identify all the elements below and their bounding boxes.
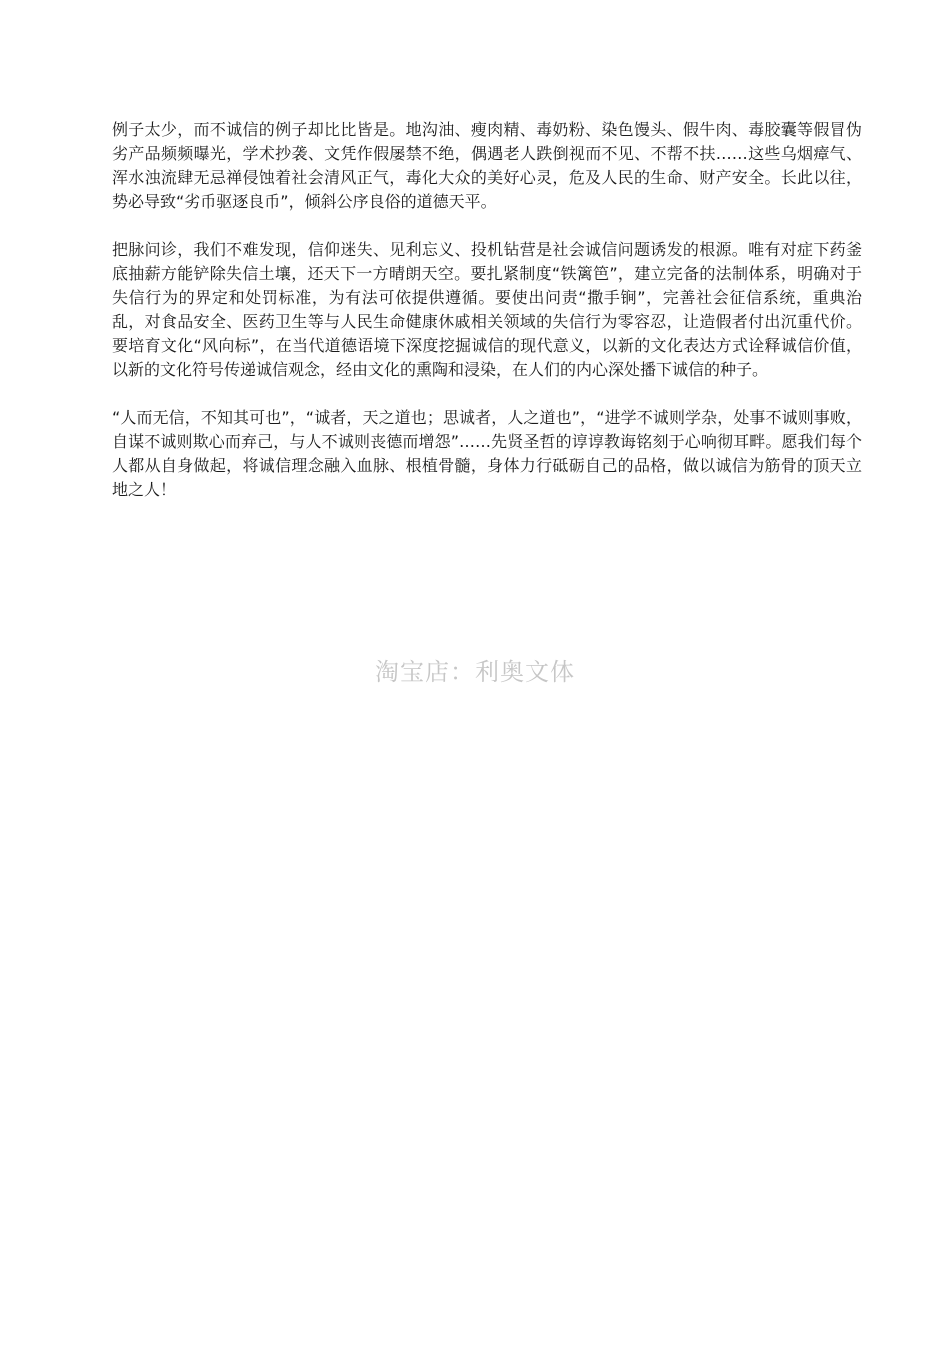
paragraph-2: 把脉问诊，我们不难发现，信仰迷失、见利忘义、投机钻营是社会诚信问题诱发的根源。唯有对症下药釜底抽薪方能铲除失信土壤，还天下一方晴朗天空。要扎紧制度“铁篱笆”，建立完备的法制体系，明确对于失信行为的界定和处罚标准，为有法可依提供遵循。要使出问责“撒手锏”，完善社会征信系统，重典治乱，对食品安全、医药卫生等与人民生命健康休戚相关领域的失信行为零容忍，让造假者付出沉重代价。要培育文化“风向标”，在当代道德语境下深度挖掘诚信的现代意义，以新的文化表达方式诠释诚信价值，以新的文化符号传递诚信观念，经由文化的熏陶和浸染，在人们的内心深处播下诚信的种子。: [112, 240, 862, 379]
paragraph-1: 例子太少，而不诚信的例子却比比皆是。地沟油、瘦肉精、毒奶粉、染色馒头、假牛肉、毒胶囊等假冒伪劣产品频频曝光，学术抄袭、文凭作假屡禁不绝，偶遇老人跌倒视而不见、不帮不扶……这些乌烟瘴气、浑水浊流肆无忌禅侵蚀着社会清风正气，毒化大众的美好心灵，危及人民的生命、财产安全。长此以往，势必导致“劣币驱逐良币”，倾斜公序良俗的道德天平。: [112, 120, 862, 211]
paragraph-3: “人而无信，不知其可也”，“诚者，天之道也；思诚者，人之道也”，“进学不诚则学杂，处事不诚则事败，自谋不诚则欺心而弃己，与人不诚则丧德而增怨”……先贤圣哲的谆谆教诲铭刻于心响彻耳畔。愿我们每个人都从自身做起，将诚信理念融入血脉、根植骨髓，身体力行砥砺自己的品格，做以诚信为筋骨的顶天立地之人！: [112, 408, 862, 499]
document-body: [112, 118, 862, 526]
watermark-text: 淘宝店：利奥文体: [375, 658, 575, 686]
